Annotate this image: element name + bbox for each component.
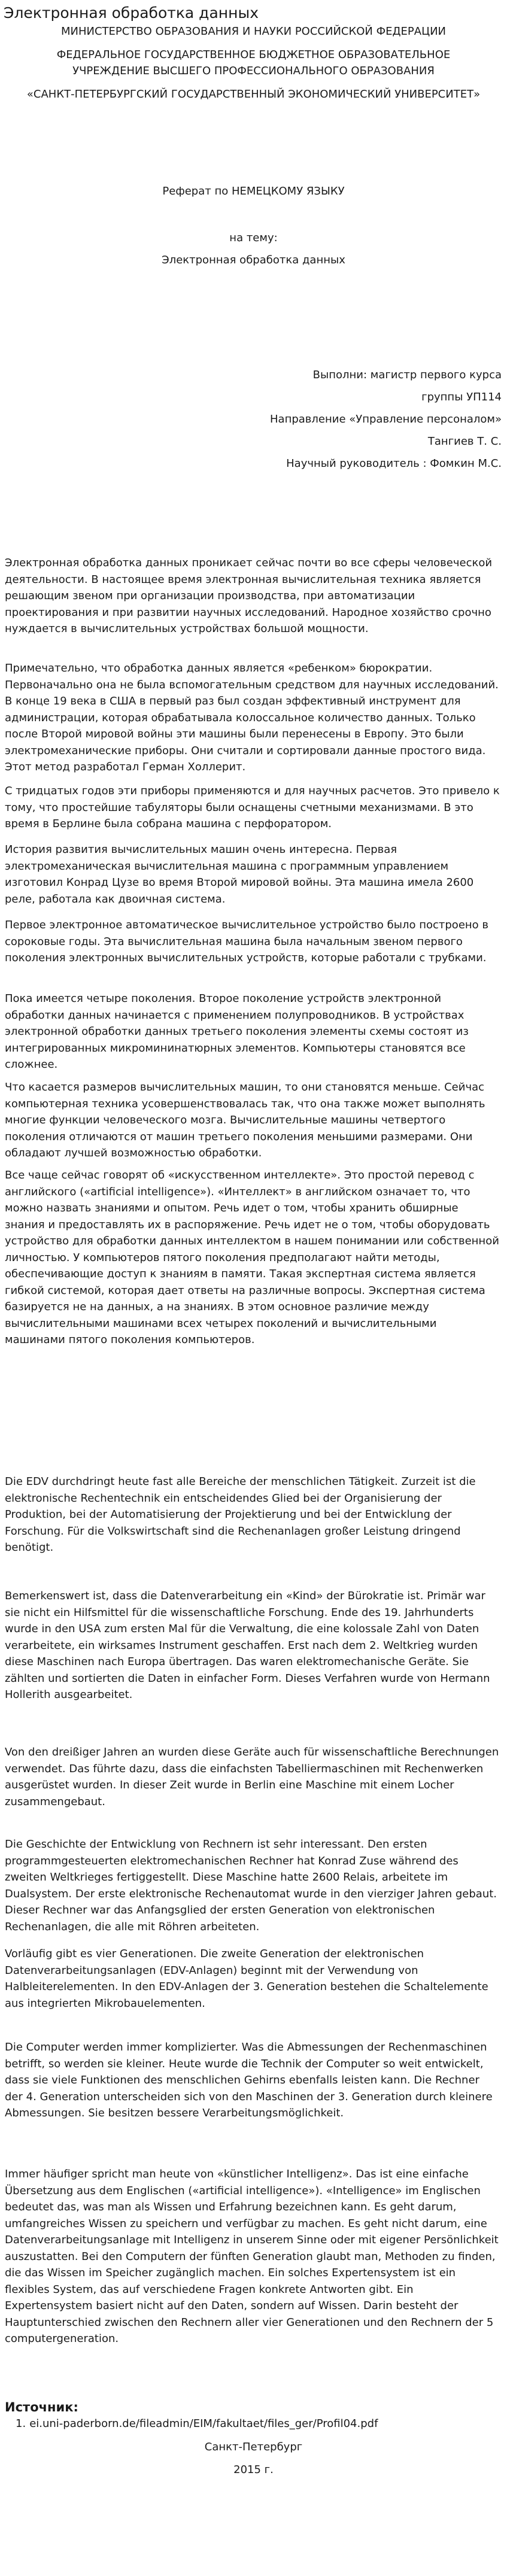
ministry-line: МИНИСТЕРСТВО ОБРАЗОВАНИЯ И НАУКИ РОССИЙСКОЙ ФЕДЕРАЦИИ — [60, 25, 446, 38]
report-label: Реферат по НЕМЕЦКОМУ ЯЗЫКУ — [162, 185, 345, 198]
german-paragraph: Vorläufig gibt es vier Generationen. Die zweite Generation der elektronischen Datenverarbeitungsanlagen (EDV-Anlagen) beginnt mit der Verwendung von Halbleiterelementen. In den EDV-Anlagen der 3. Generation bestehen die Schaltelemente aus integrierten Mikrobauelementen. — [5, 1948, 488, 2010]
russian-paragraph: Электронная обработка данных проникает сейчас почти во все сферы человеческой деятельности. В настоящее время электронная вычислительная техника является решающим звеном при организации производства, при автоматизации проектирования и при развитии научных исследований. Народное хозяйство срочно нуждается в вычислительных устройствах большой мощности. — [5, 557, 493, 635]
footer-year: 2015 г. — [233, 2463, 274, 2476]
russian-paragraph: Что касается размеров вычислительных машин, то они становятся меньше. Сейчас компьютерная техника усовершенствовалась так, что она также может выполнять многие функции человеческого мозга. Вычислительные машины четвертого поколения отличаются от машин третьего поколения меньшими размерами. Они обладают лучшей возможностью обработки. — [5, 1081, 485, 1159]
russian-paragraph: Примечательно, что обработка данных является «ребенком» бюрократии. Первоначально она не была вспомогательным средством для научных исследований. В конце 19 века в США в первый раз был создан эффективный инструмент для администрации, которая обрабатывала колоссальное количество данных. Только после Второй мировой войны эти машины были перенесены в Европу. Это были электромеханические приборы. Они считали и сортировали данные простого вида. Этот метод разработал Герман Холлерит. — [5, 662, 499, 773]
university-line: «САНКТ-ПЕТЕРБУРГСКИЙ ГОСУДАРСТВЕННЫЙ ЭКОНОМИЧЕСКИЙ УНИВЕРСИТЕТ» — [26, 88, 481, 101]
source-link[interactable]: ei.uni-paderborn.de/fileadmin/EIM/fakultaet/files_ger/Profil04.pdf — [29, 2417, 378, 2430]
list-item — [16, 2416, 378, 2432]
german-paragraph: Von den dreißiger Jahren an wurden diese Geräte auch für wissenschaftliche Berechnungen verwendet. Das führte dazu, dass die einfachsten Tabelliermaschinen mit Rechenwerken ausgerüstet wurden. In dieser Zeit wurde in Berlin eine Maschine mit einem Locher zusammengebaut. — [5, 1746, 499, 1808]
russian-paragraph: Пока имеется четыре поколения. Второе поколение устройств электронной обработки данных начинается с применением полупроводников. В устройствах электронной обработки данных третьего поколения элементы схемы состоят из интегрированных микромининатюрных элементов. Компьютеры становятся все сложнее. — [5, 992, 469, 1071]
russian-paragraph: Первое электронное автоматическое вычислительное устройство было построено в сороковые годы. Эта вычислительная машина была начальным звеном первого поколения электронных вычислительных устройств, которые работали с трубками. — [5, 919, 489, 964]
source-number: 1. — [16, 2417, 26, 2430]
author-line-5: Научный руководитель : Фомкин М.С. — [286, 457, 502, 470]
sources-list — [16, 2416, 378, 2432]
author-block — [0, 364, 502, 475]
institution-line-1: ФЕДЕРАЛЬНОЕ ГОСУДАРСТВЕННОЕ БЮДЖЕТНОЕ ОБРАЗОВАТЕЛЬНОЕ — [56, 48, 451, 61]
author-line-2: группы УП114 — [421, 391, 502, 403]
russian-paragraph: С тридцатых годов эти приборы применяются и для научных расчетов. Это привело к тому, что простейшие табуляторы были оснащены счетными механизмами. В это время в Берлине была собрана машина с перфоратором. — [5, 785, 500, 830]
german-paragraph: Die Geschichte der Entwicklung von Rechnern ist sehr interessant. Den ersten programmgesteuerten elektromechanischen Rechner hat Konrad Zuse während des zweiten Weltkrieges fertiggestellt. Diese Maschine hatte 2600 Relais, arbeitete im Dualsystem. Der erste elektronische Rechenautomat wurde in den vierziger Jahren gebaut. Dieser Rechner war das Anfangsglied der ersten Generation von elektronischen Rechenanlagen, die alle mit Röhren arbeiteten. — [5, 1838, 497, 1933]
page-title: Электронная обработка данных — [4, 4, 259, 22]
footer-city: Санкт-Петербург — [204, 2441, 303, 2453]
sources-title: Источник: — [5, 2400, 78, 2414]
german-paragraph: Immer häufiger spricht man heute von «künstlicher Intelligenz». Das ist eine einfache Übersetzung aus dem Englischen («artificial intelligence»). «Intelligence» im Englischen bedeutet das, was man als Wissen und Erfahrung bezeichnen kann. Es geht darum, umfangreiches Wissen zu speichern und verfügbar zu machen. Es geht nicht darum, eine Datenverarbeitungsanlage mit Intelligenz in unserem Sinne oder mit eigener Persönlichkeit auszustatten. Bei den Computern der fünften Generation glaubt man, Methoden zu finden, die das Wissen im Speicher zugänglich machen. Ein solches Expertensystem ist ein flexibles System, das auf verschiedene Fragen konkrete Antworten gibt. Ein Expertensystem basiert nicht auf den Daten, sondern auf Wissen. Darin besteht der Hauptunterschied zwischen den Rechnern aller vier Generationen und den Rechnern der 5 computergeneration. — [5, 2168, 499, 2345]
author-line-3: Направление «Управление персоналом» — [270, 413, 502, 426]
topic-label: на тему: — [229, 232, 278, 244]
report-topic: Электронная обработка данных — [162, 254, 345, 266]
author-line-4: Тангиев Т. С. — [427, 435, 502, 448]
institution-line-2: УЧРЕЖДЕНИЕ ВЫСШЕГО ПРОФЕССИОНАЛЬНОГО ОБРАЗОВАНИЯ — [72, 65, 435, 77]
german-paragraph: Die Computer werden immer komplizierter. Was die Abmessungen der Rechenmaschinen betrifft, so werden sie kleiner. Heute wurde die Technik der Computer so weit entwickelt, dass sie viele Funktionen des menschlichen Gehirns ebenfalls leisten kann. Die Rechner der 4. Generation unterscheiden sich von den Maschinen der 3. Generation durch kleinere Abmessungen. Sie besitzen bessere Verarbeitungsmöglichkeit. — [5, 2041, 493, 2119]
german-paragraph: Bemerkenswert ist, dass die Datenverarbeitung ein «Kind» der Bürokratie ist. Primär war sie nicht ein Hilfsmittel für die wissenschaftliche Forschung. Ende des 19. Jahrhunderts wurde in den USA zum ersten Mal für die Verwaltung, die eine kolossale Zahl von Daten verarbeitete, ein wirksames Instrument geschaffen. Erst nach dem 2. Weltkrieg wurden diese Maschinen nach Europa übertragen. Das waren elektromechanische Geräte. Sie zählten und sortierten die Daten in einfacher Form. Dieses Verfahren wurde von Hermann Hollerith ausgearbeitet. — [5, 1590, 490, 1701]
russian-paragraph: История развития вычислительных машин очень интересна. Первая электромеханическая вычислительная машина с программным управлением изготовил Конрад Цузе во время Второй мировой войны. Эта машина имела 2600 реле, работала как двоичная система. — [5, 843, 474, 906]
german-paragraph: Die EDV durchdringt heute fast alle Bereiche der menschlichen Tätigkeit. Zurzeit ist die elektronische Rechentechnik ein entscheidendes Glied bei der Organisierung der Produktion, bei der Automatisierung der Projektierung und bei der Entwicklung der Forschung. Für die Volkswirtschaft sind die Rechenanlagen großer Leistung dringend benötigt. — [5, 1475, 476, 1554]
author-line-1: Выполни: магистр первого курса — [312, 369, 502, 381]
russian-paragraph: Все чаще сейчас говорят об «искусственном интеллекте». Это простой перевод с английского («artificial intelligence»). «Интеллект» в английском означает то, что можно назвать знаниями и опытом. Речь идет о том, чтобы хранить обширные знания и предоставлять их в распоряжение. Речь идет не о том, чтобы оборудовать устройство для обработки данных интеллектом в нашем понимании или собственной личностью. У компьютеров пятого поколения предполагают найти методы, обеспечивающие доступ к знаниям в памяти. Такая экспертная система является гибкой системой, которая дает ответы на различные вопросы. Экспертная система базируется не на данных, а на знаниях. В этом основное различие между вычислительными машинами всех четырех поколений и вычислительными машинами пятого поколения компьютеров. — [5, 1169, 499, 1346]
